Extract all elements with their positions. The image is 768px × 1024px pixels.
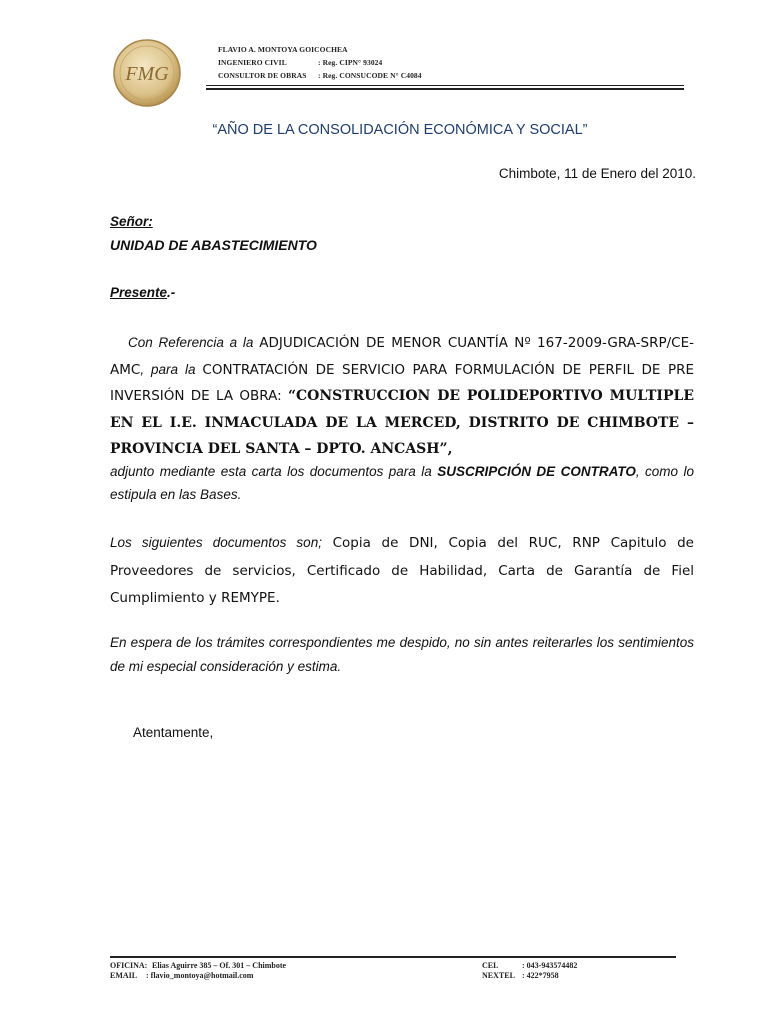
- p1-contract: SUSCRIPCIÓN DE CONTRATO: [437, 464, 636, 479]
- paragraph-reference: [110, 330, 694, 463]
- closing-word: Atentamente,: [133, 725, 214, 740]
- logo-text: FMG: [125, 63, 169, 85]
- paragraph-closing: En espera de los trámites correspondientes me despido, no sin antes reiterarles los sentimientos de mi especial consideración y estima.: [110, 635, 694, 674]
- paragraph-documents: [110, 529, 694, 612]
- header-row1-label: INGENIERO CIVIL: [218, 58, 287, 67]
- recipient-name: UNIDAD DE ABASTECIMIENTO: [110, 237, 317, 253]
- p1-para-la: , para la: [140, 361, 203, 377]
- header-row-consultant: [218, 71, 422, 80]
- header-rule-bottom: [206, 88, 684, 90]
- presente-word: Presente: [110, 285, 168, 300]
- p2-list: Copia de DNI, Copia del RUC, RNP Capitulo de Proveedores de servicios, Certificado de Habilidad, Carta de Garantía de Fiel Cumplimiento y REMYPE.: [110, 535, 694, 606]
- salutation: Señor:: [110, 214, 153, 229]
- footer-nextel: [482, 971, 559, 980]
- footer-rule: [110, 956, 676, 958]
- p1-service: CONTRATACIÓN DE SERVICIO PARA FORMULACIÓN DE PERFIL DE PRE INVERSIÓN DE LA OBRA:: [110, 361, 694, 404]
- footer-cel: [482, 961, 577, 970]
- footer-email: [110, 971, 253, 980]
- footer-nextel-label: NEXTEL: [482, 971, 515, 980]
- motto-title: “AÑO DE LA CONSOLIDACIÓN ECONÓMICA Y SOCIAL”: [212, 122, 588, 138]
- p2-intro: Los siguientes documentos son;: [110, 535, 322, 550]
- header-row-engineer: [218, 58, 382, 67]
- footer-cel-value: : 043-943574482: [522, 961, 578, 970]
- header-row1-value: : Reg. CIPN° 93024: [318, 58, 383, 67]
- paragraph-attachment: [110, 460, 694, 506]
- p1-intro: Con Referencia a la: [128, 335, 260, 350]
- header-row2-label: CONSULTOR DE OBRAS: [218, 71, 307, 80]
- footer-office: [110, 961, 286, 970]
- letter-date: Chimbote, 11 de Enero del 2010.: [498, 166, 696, 181]
- footer-office-label: OFICINA:: [110, 961, 148, 970]
- footer-cel-label: CEL: [482, 961, 499, 970]
- p1-project-title: “CONSTRUCCION DE POLIDEPORTIVO MULTIPLE EN EL I.E. INMACULADA DE LA MERCED, DISTRITO DE CHIMBOTE – PROVINCIA DEL SANTA – DPTO. ANCASH”,: [110, 388, 694, 457]
- footer-email-value: : flavio_montoya@hotmail.com: [146, 971, 254, 980]
- p1-attach-text: adjunto mediante esta carta los documentos para la: [110, 464, 438, 479]
- header-rule-top: [206, 85, 684, 86]
- p1-adjudication: ADJUDICACIÓN DE MENOR CUANTÍA Nº 167-2009-GRA-SRP/CE-AMC: [110, 335, 694, 378]
- footer-nextel-value: : 422*7958: [522, 971, 559, 980]
- header-name: FLAVIO A. MONTOYA GOICOCHEA: [218, 45, 348, 54]
- presente-suffix: .-: [167, 285, 176, 300]
- presente: [110, 285, 175, 300]
- header-row2-value: : Reg. CONSUCODE N° C4084: [318, 71, 422, 80]
- fmg-logo: [112, 38, 182, 108]
- footer-email-label: EMAIL: [110, 971, 138, 980]
- footer-office-value: Elias Aguirre 385 – Of. 301 – Chimbote: [152, 961, 287, 970]
- p1-bases: , como lo estipula en las Bases.: [110, 464, 694, 502]
